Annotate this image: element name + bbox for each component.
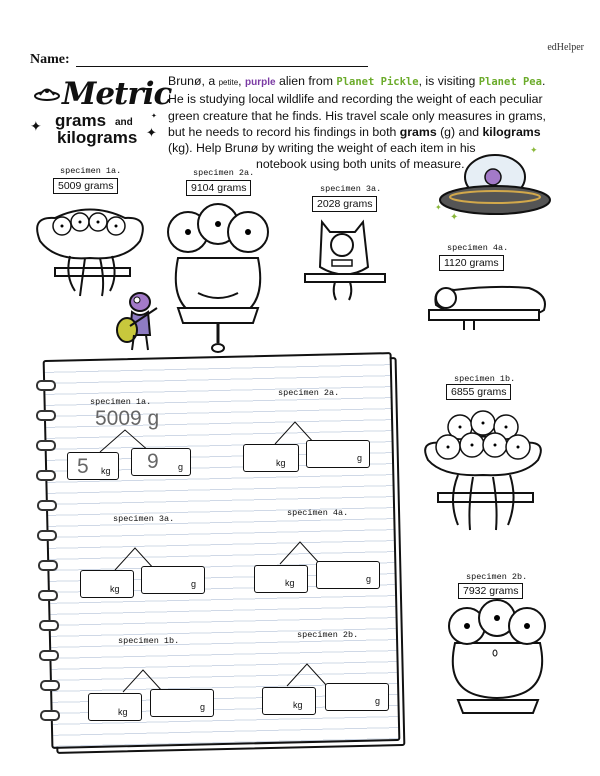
specimen-4a-weight: 1120 grams: [439, 255, 504, 271]
ring-icon: [38, 590, 58, 601]
specimen-1a-weight: 5009 grams: [53, 178, 118, 194]
kg-unit: kg: [285, 578, 295, 588]
star-icon: ✦: [151, 113, 157, 120]
title-kilograms: kilograms: [57, 128, 138, 147]
svg-text:✦: ✦: [435, 203, 442, 212]
title-grams: grams: [55, 111, 107, 130]
answer-2b-kg[interactable]: [262, 687, 316, 715]
g-unit: g: [200, 702, 206, 712]
answer-2a-kg[interactable]: [243, 444, 299, 472]
kg-unit: kg: [118, 707, 128, 717]
intro-paragraph: Brunø, a petite, purple alien from Planet Pickle, is visiting Planet Pea. He is studying local wildlife and recording the weight of each peculiar green creature that he finds. His travel scale only measures in grams, but he needs to record his findings in both grams (g) and kilograms (kg). Help Brunø by writing the weight of each item in his notebook using both units of measure.: [168, 74, 546, 172]
g-unit: g: [191, 579, 197, 589]
answer-1b-kg[interactable]: [88, 693, 142, 721]
kg-unit: kg: [276, 458, 286, 468]
ring-icon: [36, 440, 56, 451]
ring-icon: [39, 650, 59, 661]
star-icon: ✦: [30, 118, 42, 134]
specimen-1b-weight: 6855 grams: [446, 384, 511, 400]
title-metric: Metric: [62, 76, 172, 112]
specimen-1b-creature-icon: [418, 405, 548, 535]
g-unit: g: [178, 462, 184, 472]
kg-unit: kg: [293, 700, 303, 710]
svg-text:✦: ✦: [530, 145, 538, 155]
example-total: 5009 g: [95, 407, 160, 430]
kg-unit: kg: [110, 584, 120, 594]
example-g-value: 9: [147, 450, 159, 473]
name-input-line[interactable]: [76, 66, 368, 67]
specimen-2b-label: specimen 2b.: [466, 572, 528, 582]
specimen-2b-weight: 7932 grams: [458, 583, 523, 599]
specimen-1b-label: specimen 1b.: [454, 374, 516, 384]
specimen-4a-label: specimen 4a.: [447, 243, 509, 253]
title-and: and: [115, 117, 133, 128]
example-kg-box: [67, 452, 119, 480]
g-unit: g: [357, 453, 363, 463]
notebook-2b-label: specimen 2b.: [297, 630, 359, 640]
notebook-1a-label: specimen 1a.: [90, 397, 152, 407]
notebook-4a-label: specimen 4a.: [287, 508, 349, 518]
specimen-2a-weight: 9104 grams: [186, 180, 251, 196]
ring-icon: [39, 620, 59, 631]
ring-icon: [37, 500, 57, 511]
ring-icon: [36, 470, 56, 481]
kg-unit: kg: [101, 466, 111, 476]
specimen-4a-creature-icon: [424, 270, 554, 335]
ufo-alien-icon: [425, 145, 550, 230]
ring-icon: [40, 710, 60, 721]
ring-icon: [37, 530, 57, 541]
brand-label: edHelper: [547, 42, 584, 53]
ring-icon: [36, 410, 56, 421]
ring-icon: [38, 560, 58, 571]
notebook-2a-label: specimen 2a.: [278, 388, 340, 398]
specimen-2a-creature-icon: [158, 198, 278, 358]
g-unit: g: [375, 696, 381, 706]
notebook-1b-label: specimen 1b.: [118, 636, 180, 646]
example-kg-value: 5: [77, 455, 89, 478]
answer-4a-kg[interactable]: [254, 565, 308, 593]
ring-icon: [40, 680, 60, 691]
answer-3a-kg[interactable]: [80, 570, 134, 598]
ring-icon: [36, 380, 56, 391]
specimen-3a-weight: 2028 grams: [312, 196, 377, 212]
specimen-1a-label: specimen 1a.: [60, 166, 122, 176]
bruno-alien-icon: [112, 290, 167, 355]
specimen-2a-label: specimen 2a.: [193, 168, 255, 178]
star-icon: ✦: [146, 125, 157, 140]
ufo-icon: [33, 84, 61, 104]
specimen-3a-label: specimen 3a.: [320, 184, 382, 194]
notebook-3a-label: specimen 3a.: [113, 514, 175, 524]
g-unit: g: [366, 574, 372, 584]
svg-text:✦: ✦: [450, 212, 459, 223]
specimen-2b-creature-icon: [440, 598, 555, 723]
specimen-3a-creature-icon: [300, 212, 390, 302]
name-label: Name:: [30, 52, 70, 67]
